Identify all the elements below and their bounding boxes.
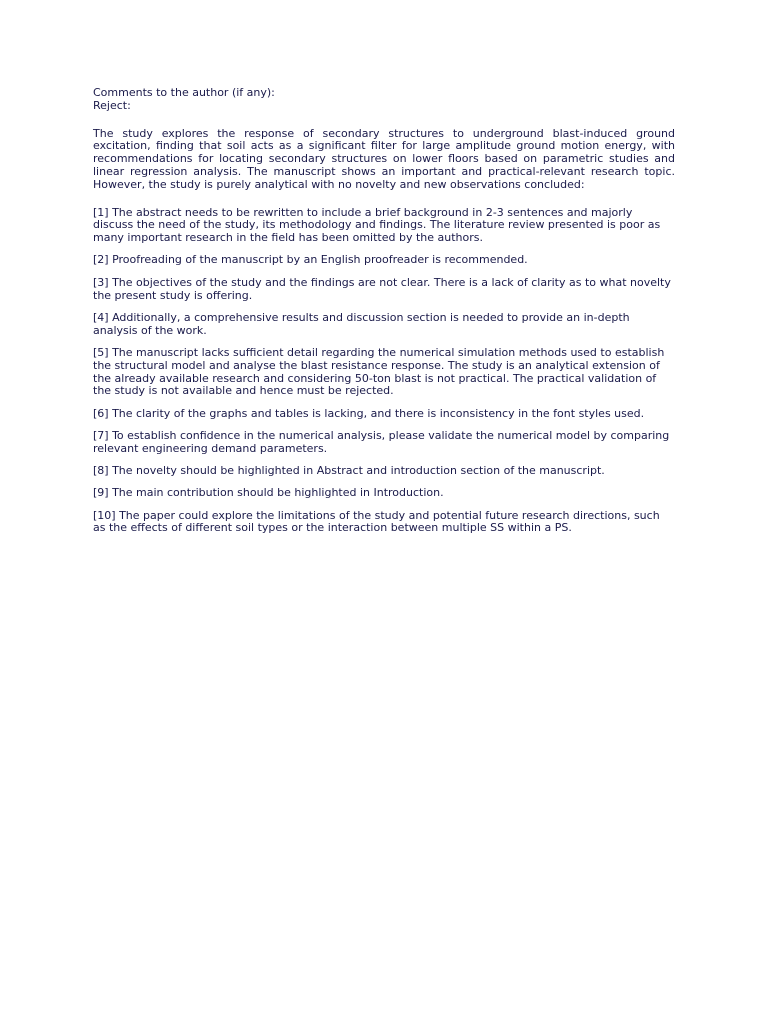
- review-summary: The study explores the response of secondary structures to underground blast-induced ground excitation, finding that soil acts as a significant filter for large amplitude ground motion energy, with recommendations for locating secondary structures on lower floors based on parametric studies and linear regression analysis. The manuscript shows an important and practical-relevant research topic. However, the study is purely analytical with no novelty and new observations concluded:: [93, 126, 675, 191]
- decision-label: Reject:: [93, 98, 131, 112]
- comment-item: [1] The abstract needs to be rewritten to include a brief background in 2-3 sentences and majorly discuss the need of the study, its methodology and findings. The literature review presented is poor as many important research in the field has been omitted by the authors.: [93, 205, 661, 245]
- comment-item: [9] The main contribution should be highlighted in Introduction.: [93, 486, 444, 500]
- comment-item: [4] Additionally, a comprehensive results and discussion section is needed to provide an in-depth analysis of the work.: [93, 310, 630, 337]
- comment-item: [7] To establish confidence in the numerical analysis, please validate the numerical model by comparing relevant engineering demand parameters.: [93, 428, 670, 455]
- comment-list: [93, 207, 675, 536]
- comment-item: [10] The paper could explore the limitations of the study and potential future research directions, such as the effects of different soil types or the interaction between multiple SS within a PS.: [93, 508, 660, 535]
- comments-label: Comments to the author (if any):: [93, 86, 275, 99]
- comment-item: [6] The clarity of the graphs and tables is lacking, and there is inconsistency in the font styles used.: [93, 406, 645, 420]
- comment-item: [8] The novelty should be highlighted in Abstract and introduction section of the manuscript.: [93, 464, 605, 478]
- comment-item: [3] The objectives of the study and the findings are not clear. There is a lack of clarity as to what novelty the present study is offering.: [93, 275, 671, 302]
- comment-item: [5] The manuscript lacks sufficient detail regarding the numerical simulation methods used to establish the structural model and analyse the blast resistance response. The study is an analytical extension of the already available research and considering 50-ton blast is not practical. The practical validation of the study is not available and hence must be rejected.: [93, 345, 665, 398]
- review-document: [93, 87, 675, 545]
- comment-item: [2] Proofreading of the manuscript by an English proofreader is recommended.: [93, 253, 528, 267]
